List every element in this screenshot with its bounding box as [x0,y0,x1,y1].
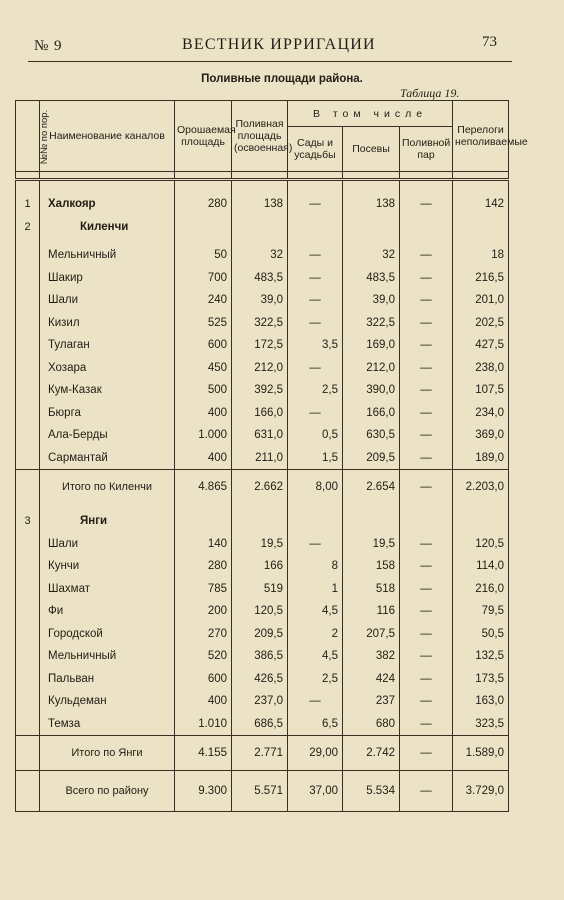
cell-gardens: 29,00 [288,736,343,771]
canal-name: Тулаган [40,334,175,357]
cell-gardens: 1,5 [288,447,343,470]
cell-unwatered: 427,5 [453,334,509,357]
cell-watered: 237,0 [232,690,288,713]
cell-watered: 519 [232,578,288,601]
cell-gardens: 2,5 [288,379,343,402]
cell-watered: 172,5 [232,334,288,357]
cell-crops: 116 [343,600,400,623]
cell-watered: 212,0 [232,357,288,380]
group-name: Янги [40,510,175,533]
canal-name: Хозара [40,357,175,380]
table-row [16,379,509,402]
cell-fallow: — [400,447,453,470]
cell-irrigated: 600 [175,334,232,357]
col-header-name: Наименование каналов [40,101,175,172]
cell-gardens: — [288,244,343,267]
group2-total [16,470,509,533]
canal-name: Кизил [40,312,175,335]
cell-crops: 39,0 [343,289,400,312]
col-header-irrigated: Орошаемая площадь [175,101,232,172]
cell-watered: 386,5 [232,645,288,668]
cell-watered: 686,5 [232,713,288,736]
cell-gardens: 37,00 [288,771,343,812]
cell-watered: 166,0 [232,402,288,425]
table-row [16,623,509,646]
cell-watered: 426,5 [232,668,288,691]
canal-name: Кум-Казак [40,379,175,402]
cell-irrigated: 600 [175,668,232,691]
cell-fallow: — [400,623,453,646]
table-row [16,402,509,425]
col-header-watered: Поливная площадь (освоенная) [232,101,288,172]
cell-fallow: — [400,771,453,812]
cell-fallow: — [400,244,453,267]
cell-irrigated: 200 [175,600,232,623]
cell-fallow: — [400,289,453,312]
col-header-including: В том числе [288,101,453,127]
totals [16,736,509,812]
cell-crops: 158 [343,555,400,578]
table-row [16,645,509,668]
canal-name: Шали [40,533,175,556]
cell-unwatered: 50,5 [453,623,509,646]
table-row [16,690,509,713]
canal-name: Шали [40,289,175,312]
cell-watered: 138 [232,193,288,216]
cell-gardens: 8 [288,555,343,578]
cell-unwatered: 120,5 [453,533,509,556]
table-row [16,600,509,623]
cell-gardens: 4,5 [288,645,343,668]
cell-fallow: — [400,736,453,771]
canal-name: Шакир [40,267,175,290]
cell-fallow: — [400,690,453,713]
cell-watered: 483,5 [232,267,288,290]
cell-fallow: — [400,470,453,505]
cell-crops: 2.742 [343,736,400,771]
cell-irrigated: 280 [175,555,232,578]
table-row [16,447,509,470]
cell-watered: 2.662 [232,470,288,505]
table-row [16,312,509,335]
cell-watered: 209,5 [232,623,288,646]
cell-fallow: — [400,578,453,601]
total-row [16,736,509,771]
cell-irrigated: 525 [175,312,232,335]
cell-fallow: — [400,645,453,668]
cell-gardens: 2,5 [288,668,343,691]
canal-name: Шахмат [40,578,175,601]
cell-crops: 424 [343,668,400,691]
cell-unwatered: 142 [453,193,509,216]
group-header-row [16,510,509,533]
cell-fallow: — [400,402,453,425]
cell-watered: 120,5 [232,600,288,623]
cell-unwatered: 18 [453,244,509,267]
table-row [16,357,509,380]
cell-crops: 212,0 [343,357,400,380]
cell-unwatered: 234,0 [453,402,509,425]
total-label: Итого по Янги [40,736,175,771]
cell-watered: 2.771 [232,736,288,771]
cell-crops: 390,0 [343,379,400,402]
cell-watered: 166 [232,555,288,578]
page-number: 73 [482,34,497,50]
row-number: 2 [16,216,40,239]
cell-crops: 483,5 [343,267,400,290]
cell-watered: 19,5 [232,533,288,556]
cell-irrigated: 400 [175,402,232,425]
cell-irrigated: 4.155 [175,736,232,771]
cell-watered: 32 [232,244,288,267]
cell-gardens: — [288,312,343,335]
table-row [16,244,509,267]
cell-gardens: — [288,267,343,290]
cell-crops: 19,5 [343,533,400,556]
table-row [16,713,509,736]
group-header-row [16,216,509,239]
cell-fallow: — [400,533,453,556]
cell-gardens: — [288,402,343,425]
cell-fallow: — [400,713,453,736]
group-name: Киленчи [40,216,175,239]
cell-unwatered: 2.203,0 [453,470,509,505]
cell-irrigated: 50 [175,244,232,267]
cell-crops: 630,5 [343,424,400,447]
header-rule [28,61,512,62]
cell-irrigated: 520 [175,645,232,668]
col-header-num: №№ по пор. [16,101,40,172]
cell-crops: 237 [343,690,400,713]
cell-irrigated: 140 [175,533,232,556]
cell-irrigated: 785 [175,578,232,601]
cell-crops: 322,5 [343,312,400,335]
cell-fallow: — [400,357,453,380]
cell-watered: 5.571 [232,771,288,812]
cell-irrigated: 700 [175,267,232,290]
cell-crops: 207,5 [343,623,400,646]
table-row [16,289,509,312]
total-row [16,470,509,505]
cell-gardens: — [288,533,343,556]
cell-gardens: 6,5 [288,713,343,736]
cell-fallow: — [400,334,453,357]
table-row [16,533,509,556]
cell-irrigated: 450 [175,357,232,380]
cell-crops: 138 [343,193,400,216]
cell-irrigated: 270 [175,623,232,646]
canal-name: Городской [40,623,175,646]
cell-unwatered: 201,0 [453,289,509,312]
grand-total-row [16,771,509,812]
cell-crops: 166,0 [343,402,400,425]
cell-fallow: — [400,600,453,623]
cell-irrigated: 1.000 [175,424,232,447]
table-row [16,555,509,578]
cell-gardens: 1 [288,578,343,601]
cell-fallow: — [400,312,453,335]
cell-gardens: 4,5 [288,600,343,623]
table-row [16,267,509,290]
table-caption: Поливные площади района. [201,73,363,85]
cell-fallow: — [400,424,453,447]
cell-unwatered: 173,5 [453,668,509,691]
cell-gardens: — [288,289,343,312]
journal-title: ВЕСТНИК ИРРИГАЦИИ [182,36,376,53]
row-number: 3 [16,510,40,533]
canal-name: Пальван [40,668,175,691]
cell-fallow: — [400,555,453,578]
cell-unwatered: 79,5 [453,600,509,623]
table-row [16,424,509,447]
cell-gardens: — [288,357,343,380]
canal-name: Кульдеман [40,690,175,713]
canal-name: Халкояр [40,193,175,216]
cell-crops: 5.534 [343,771,400,812]
cell-crops: 169,0 [343,334,400,357]
col-header-unwatered: Перелоги неполиваемые [453,101,509,172]
cell-unwatered: 107,5 [453,379,509,402]
cell-unwatered: 216,5 [453,267,509,290]
cell-crops: 518 [343,578,400,601]
group2-rows [16,244,509,470]
row-number: 1 [16,193,40,216]
cell-gardens: — [288,690,343,713]
cell-fallow: — [400,193,453,216]
cell-gardens: 0,5 [288,424,343,447]
table-label: Таблица 19. [400,86,460,100]
cell-fallow: — [400,379,453,402]
cell-fallow: — [400,267,453,290]
cell-watered: 631,0 [232,424,288,447]
cell-gardens: 8,00 [288,470,343,505]
cell-irrigated: 400 [175,690,232,713]
cell-unwatered: 189,0 [453,447,509,470]
canal-name: Ала-Берды [40,424,175,447]
cell-watered: 392,5 [232,379,288,402]
canal-name: Фи [40,600,175,623]
cell-watered: 322,5 [232,312,288,335]
cell-unwatered: 216,0 [453,578,509,601]
canal-name: Бюрга [40,402,175,425]
table-row [16,334,509,357]
cell-unwatered: 202,5 [453,312,509,335]
cell-unwatered: 3.729,0 [453,771,509,812]
cell-irrigated: 240 [175,289,232,312]
canal-name: Мельничный [40,244,175,267]
canal-name: Темза [40,713,175,736]
cell-unwatered: 163,0 [453,690,509,713]
cell-irrigated: 500 [175,379,232,402]
cell-irrigated: 9.300 [175,771,232,812]
cell-irrigated: 4.865 [175,470,232,505]
cell-crops: 32 [343,244,400,267]
cell-crops: 382 [343,645,400,668]
cell-gardens: 2 [288,623,343,646]
cell-crops: 680 [343,713,400,736]
canal-name: Кунчи [40,555,175,578]
col-header-fallow: Поливной пар [400,127,453,172]
cell-irrigated: 400 [175,447,232,470]
irrigation-table [15,100,528,812]
cell-irrigated: 1.010 [175,713,232,736]
cell-crops: 2.654 [343,470,400,505]
canal-name: Сармантай [40,447,175,470]
cell-unwatered: 1.589,0 [453,736,509,771]
table-row [16,193,509,216]
table-row [16,668,509,691]
canal-name: Мельничный [40,645,175,668]
cell-unwatered: 323,5 [453,713,509,736]
cell-fallow: — [400,668,453,691]
total-label: Итого по Киленчи [40,470,175,505]
cell-irrigated: 280 [175,193,232,216]
cell-crops: 209,5 [343,447,400,470]
cell-gardens: 3,5 [288,334,343,357]
table-body [16,172,509,245]
group3-rows [16,533,509,736]
grand-total-label: Всего по району [40,771,175,812]
table-row [16,578,509,601]
cell-unwatered: 238,0 [453,357,509,380]
cell-watered: 39,0 [232,289,288,312]
cell-unwatered: 369,0 [453,424,509,447]
cell-gardens: — [288,193,343,216]
issue-number: № 9 [34,38,63,54]
col-header-gardens: Сады и усадьбы [288,127,343,172]
col-header-crops: Посевы [343,127,400,172]
cell-unwatered: 132,5 [453,645,509,668]
cell-watered: 211,0 [232,447,288,470]
cell-unwatered: 114,0 [453,555,509,578]
